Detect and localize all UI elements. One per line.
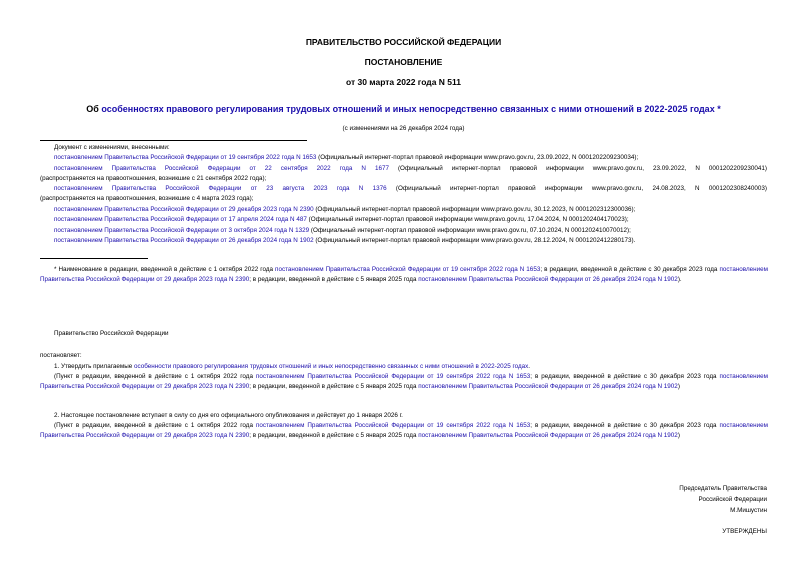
signatory-name: М.Мишустин — [730, 507, 767, 514]
document-title — [0, 104, 807, 114]
signatory-country: Российской Федерации — [698, 496, 767, 503]
note-link[interactable]: постановлением Правительства Российской Федерации от 26 декабря 2024 года N 1902 — [418, 383, 678, 391]
change-source: (Официальный интернет-портал правовой информации www.pravo.gov.ru, 23.09.2022, N 0001202209230034); — [316, 154, 639, 161]
divider — [40, 140, 307, 141]
clause-text: 1. Утвердить прилагаемые — [54, 363, 134, 370]
change-link[interactable]: постановлением Правительства Российской Федерации от 17 апреля 2024 года N 487 — [54, 216, 307, 223]
footnote-text: ; в редакции, введенной в действие с 30 декабря 2023 года — [540, 266, 720, 273]
change-source: (Официальный интернет-портал правовой информации www.pravo.gov.ru, 07.10.2024, N 0001202410070012); — [309, 227, 631, 234]
footnote-text: * Наименование в редакции, введенной в действие с 1 октября 2022 года — [54, 266, 276, 273]
footnote-marker-link[interactable]: * — [714, 104, 721, 114]
clause-text: . — [528, 363, 531, 370]
clause-1-edition-note — [40, 372, 768, 393]
change-item — [54, 164, 767, 174]
clause-2: 2. Настоящее постановление вступает в силу со дня его официального опубликования и действует до 1 января 2026 г. — [54, 412, 403, 419]
note-link[interactable]: постановлением Правительства Российской Федерации от 29 декабря 2023 года N 2390 — [40, 373, 768, 391]
change-link[interactable]: постановлением Правительства Российской Федерации от 19 сентября 2022 года N 1653 — [54, 154, 317, 161]
footnote-link[interactable]: постановлением Правительства Российской Федерации от 19 сентября 2022 года N 1653 — [275, 266, 541, 273]
document-type: ПОСТАНОВЛЕНИЕ — [364, 57, 443, 67]
note-text: ; в редакции, введенной в действие с 30 декабря 2023 года — [530, 422, 720, 429]
title-link[interactable]: особенностях правового регулирования трудовых отношений и иных непосредственно связанных с ними отношений в 2022-2025 годах — [101, 104, 715, 114]
clause-1 — [54, 362, 530, 372]
change-link[interactable]: постановлением Правительства Российской Федерации от 26 декабря 2024 года N 1902 — [54, 237, 314, 244]
note-text: ; в редакции, введенной в действие с 5 января 2025 года — [249, 383, 419, 391]
changes-heading: Документ с изменениями, внесенными: — [54, 144, 170, 151]
change-source: (Официальный интернет-портал правовой информации www.pravo.gov.ru, 24.08.2023, N 0001202308240003) — [386, 185, 767, 192]
issuer-heading: ПРАВИТЕЛЬСТВО РОССИЙСКОЙ ФЕДЕРАЦИИ — [305, 37, 502, 47]
change-source: (Официальный интернет-портал правовой информации www.pravo.gov.ru, 30.12.2023, N 0001202312300036); — [313, 206, 636, 213]
change-link[interactable]: постановлением Правительства Российской Федерации от 22 сентября 2022 года N 1677 — [54, 165, 389, 172]
clause-2-edition-note — [40, 421, 768, 442]
change-source: (Официальный интернет-портал правовой информации www.pravo.gov.ru, 28.12.2024, N 0001202412280173). — [313, 237, 636, 244]
edition-note: (с изменениями на 26 декабря 2024 года) — [342, 125, 465, 132]
note-text: (Пункт в редакции, введенной в действие с 1 октября 2022 года — [54, 373, 256, 380]
government-label: Правительство Российской Федерации — [54, 330, 169, 337]
resolves-label: постановляет: — [40, 352, 82, 359]
change-link[interactable]: постановлением Правительства Российской Федерации от 23 августа 2023 года N 1376 — [54, 185, 387, 192]
change-item — [54, 205, 635, 215]
footnote-link[interactable]: постановлением Правительства Российской Федерации от 26 декабря 2024 года N 1902 — [418, 276, 678, 284]
note-link[interactable]: постановлением Правительства Российской Федерации от 29 декабря 2023 года N 2390 — [40, 422, 768, 440]
footnote-divider — [40, 258, 148, 259]
footnote-link[interactable]: постановлением Правительства Российской Федерации от 29 декабря 2023 года N 2390 — [40, 266, 769, 284]
note-link[interactable]: постановлением Правительства Российской Федерации от 19 сентября 2022 года N 1653 — [255, 373, 531, 380]
clause-link[interactable]: особенности правового регулирования трудовых отношений и иных непосредственно связанных с ними отношений в 2022-2025 годах — [134, 363, 529, 370]
change-item — [54, 153, 638, 163]
signatory-title: Председатель Правительства — [679, 485, 767, 492]
note-link[interactable]: постановлением Правительства Российской Федерации от 26 декабря 2024 года N 1902 — [418, 432, 678, 440]
change-link[interactable]: постановлением Правительства Российской Федерации от 3 октября 2024 года N 1329 — [54, 227, 310, 234]
title-prefix: Об — [86, 104, 102, 114]
change-source: (Официальный интернет-портал правовой информации www.pravo.gov.ru, 23.09.2022, N 0001202209230041) — [388, 165, 767, 172]
note-text: ) — [677, 383, 680, 391]
footnote-text: ; в редакции, введенной в действие с 5 января 2025 года — [249, 276, 419, 284]
change-source: (Официальный интернет-портал правовой информации www.pravo.gov.ru, 17.04.2024, N 0001202404170023); — [306, 216, 629, 223]
change-item — [54, 226, 631, 236]
note-text: ; в редакции, введенной в действие с 5 января 2025 года — [249, 432, 419, 440]
change-scope-note: (распространяется на правоотношения, возникшие с 4 марта 2023 года); — [40, 195, 254, 202]
change-item — [54, 215, 629, 225]
footnote — [40, 265, 768, 286]
change-link[interactable]: постановлением Правительства Российской Федерации от 29 декабря 2023 года N 2390 — [54, 206, 314, 213]
note-text: (Пункт в редакции, введенной в действие с 1 октября 2022 года — [54, 422, 256, 429]
note-link[interactable]: постановлением Правительства Российской Федерации от 19 сентября 2022 года N 1653 — [255, 422, 531, 429]
approved-label: УТВЕРЖДЕНЫ — [722, 528, 767, 535]
note-text: ; в редакции, введенной в действие с 30 декабря 2023 года — [530, 373, 720, 380]
change-item — [54, 236, 635, 246]
footnote-text: ). — [677, 276, 682, 284]
document-date-number: от 30 марта 2022 года N 511 — [345, 77, 462, 87]
change-scope-note: (распространяется на правоотношения, возникшие с 21 сентября 2022 года); — [40, 175, 267, 182]
change-item — [54, 184, 767, 194]
note-text: ) — [677, 432, 680, 440]
